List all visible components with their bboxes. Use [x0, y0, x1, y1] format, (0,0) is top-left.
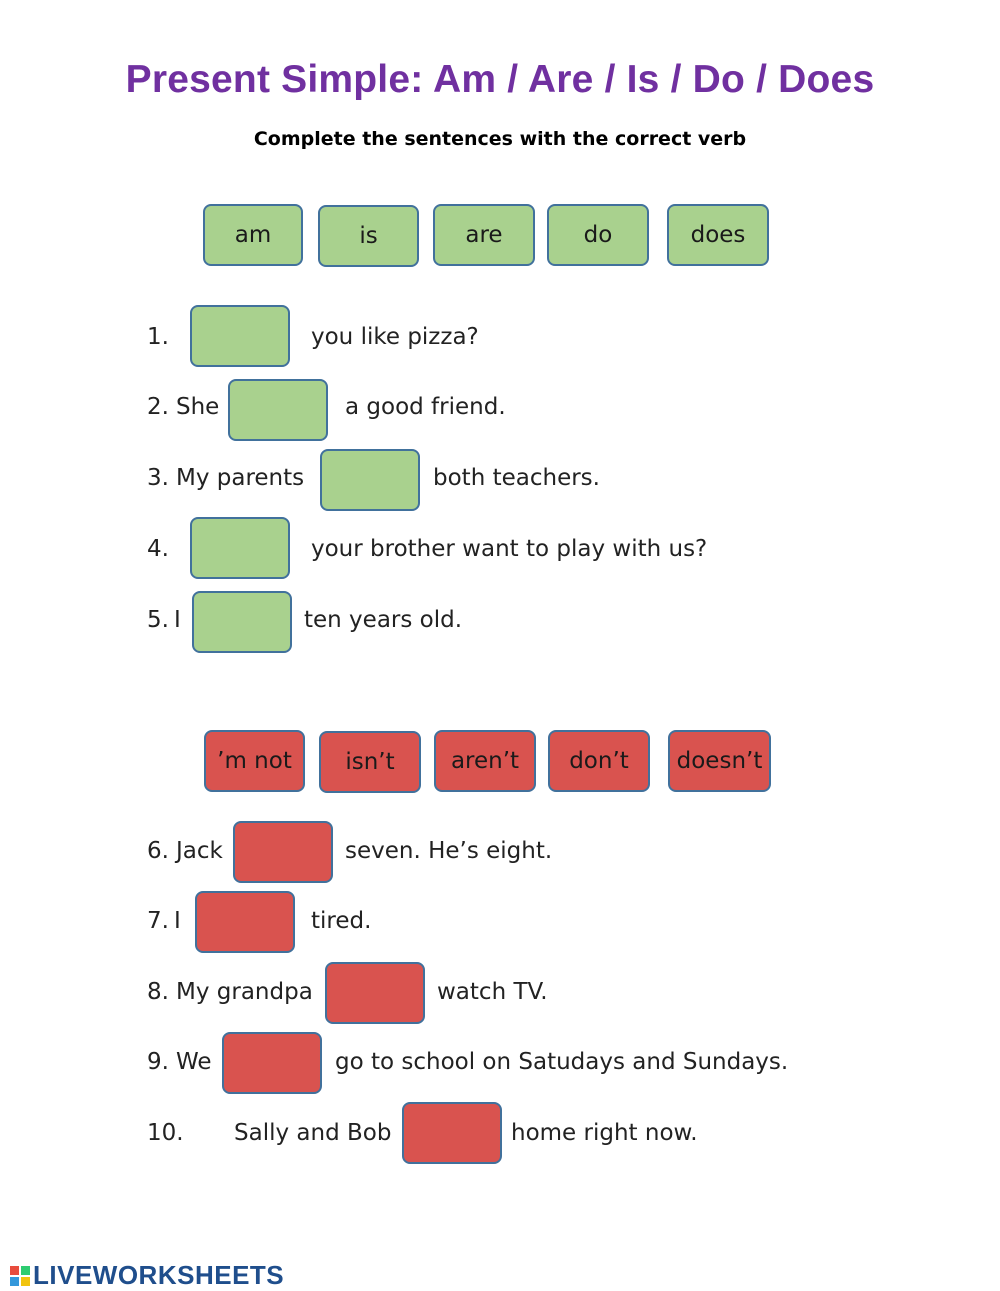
sentence-4	[147, 534, 708, 564]
liveworksheets-logo	[10, 1260, 284, 1291]
sentence-before: My grandpa	[176, 979, 313, 1005]
sentence-after: your brother want to play with us?	[311, 536, 708, 562]
sentence-after: seven. He’s eight.	[345, 838, 553, 864]
sentence-after: go to school on Satudays and Sundays.	[335, 1049, 789, 1075]
option-chip-doesnt[interactable]: doesn’t	[668, 730, 771, 792]
sentence-5	[147, 605, 463, 635]
sentence-number: 1.	[147, 324, 169, 350]
sentence-before: I	[174, 607, 181, 633]
answer-blank-8[interactable]	[325, 962, 425, 1024]
sentence-number: 3.	[147, 465, 169, 491]
option-chip-m-not[interactable]: ’m not	[204, 730, 305, 792]
answer-blank-4[interactable]	[190, 517, 290, 579]
sentence-6	[147, 836, 553, 866]
answer-blank-2[interactable]	[228, 379, 328, 441]
sentence-9	[147, 1047, 789, 1077]
sentence-after: tired.	[311, 908, 372, 934]
sentence-after: you like pizza?	[311, 324, 479, 350]
option-chip-arent[interactable]: aren’t	[434, 730, 536, 792]
option-chip-does[interactable]: does	[667, 204, 769, 266]
sentence-number: 7.	[147, 908, 169, 934]
sentence-2	[147, 392, 506, 422]
option-chip-do[interactable]: do	[547, 204, 649, 266]
sentence-after: both teachers.	[433, 465, 600, 491]
option-chip-is[interactable]: is	[318, 205, 419, 267]
sentence-before: She	[176, 394, 220, 420]
answer-blank-5[interactable]	[192, 591, 292, 653]
option-chip-are[interactable]: are	[433, 204, 535, 266]
sentence-number: 8.	[147, 979, 169, 1005]
answer-blank-3[interactable]	[320, 449, 420, 511]
sentence-number: 4.	[147, 536, 169, 562]
logo-mark-icon	[10, 1266, 30, 1286]
sentence-1	[147, 322, 479, 352]
sentence-number: 9.	[147, 1049, 169, 1075]
answer-blank-7[interactable]	[195, 891, 295, 953]
sentence-before: Sally and Bob	[234, 1120, 392, 1146]
sentence-number: 6.	[147, 838, 169, 864]
sentence-after: ten years old.	[304, 607, 463, 633]
sentence-after: home right now.	[511, 1120, 698, 1146]
sentence-before: My parents	[176, 465, 305, 491]
sentence-number: 5.	[147, 607, 169, 633]
sentence-10	[147, 1118, 698, 1148]
option-chip-am[interactable]: am	[203, 204, 303, 266]
instructions: Complete the sentences with the correct verb	[253, 128, 747, 150]
sentence-7	[147, 906, 372, 936]
answer-blank-1[interactable]	[190, 305, 290, 367]
answer-blank-9[interactable]	[222, 1032, 322, 1094]
sentence-after: watch TV.	[437, 979, 548, 1005]
sentence-number: 2.	[147, 394, 169, 420]
sentence-number: 10.	[147, 1120, 184, 1146]
sentence-before: I	[174, 908, 181, 934]
logo-text: LIVEWORKSHEETS	[33, 1260, 285, 1290]
sentence-before: We	[176, 1049, 212, 1075]
option-chip-dont[interactable]: don’t	[548, 730, 650, 792]
answer-blank-10[interactable]	[402, 1102, 502, 1164]
sentence-3	[147, 463, 600, 493]
answer-blank-6[interactable]	[233, 821, 333, 883]
sentence-before: Jack	[176, 838, 223, 864]
sentence-8	[147, 977, 548, 1007]
option-chip-isnt[interactable]: isn’t	[319, 731, 421, 793]
page-title: Present Simple: Am / Are / Is / Do / Does	[125, 58, 875, 101]
sentence-after: a good friend.	[345, 394, 506, 420]
